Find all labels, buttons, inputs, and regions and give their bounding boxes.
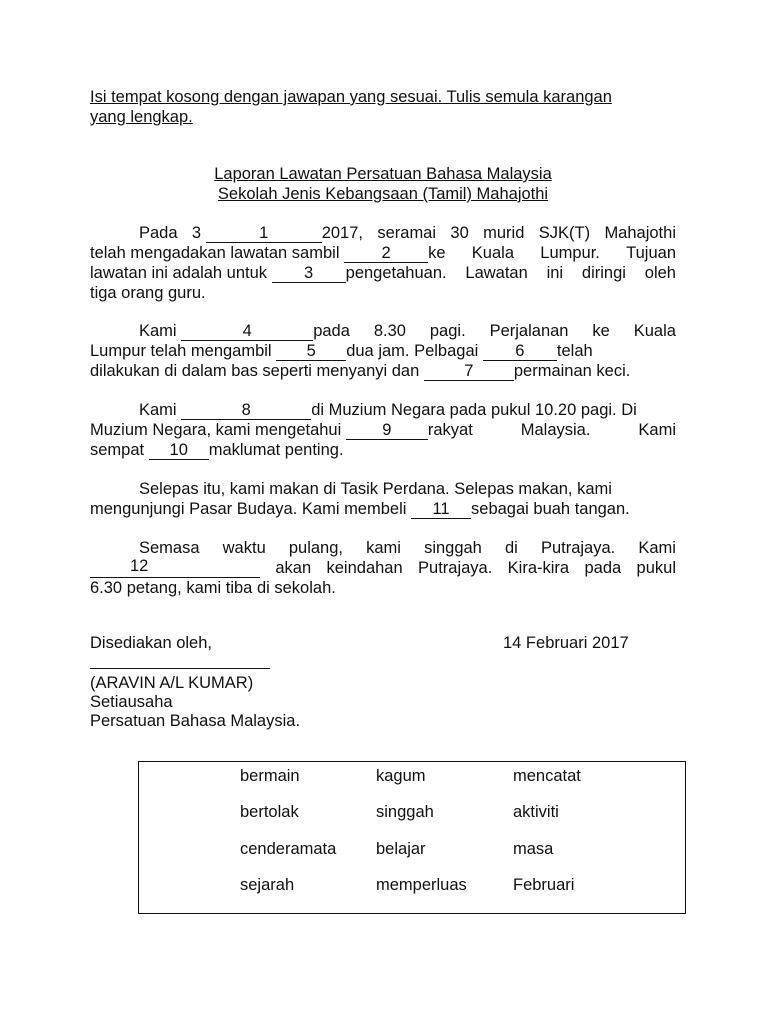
blank-10[interactable]: 10 <box>149 442 209 460</box>
blank-11[interactable]: 11 <box>411 501 471 519</box>
word-bank-item: mencatat <box>513 767 581 785</box>
blank-2[interactable]: 2 <box>344 245 428 263</box>
word-bank-item: Februari <box>513 876 575 894</box>
word-bank-item: memperluas <box>376 876 467 894</box>
blank-8[interactable]: 8 <box>181 402 311 420</box>
report-title-line-2 <box>90 184 676 204</box>
word-bank-item: kagum <box>376 767 426 785</box>
signatory-position: Setiausaha <box>90 693 173 711</box>
blank-6[interactable]: 6 <box>483 343 557 361</box>
report-school: Sekolah Jenis Kebangsaan (Tamil) Mahajothi <box>217 185 549 203</box>
signatory-organization: Persatuan Bahasa Malaysia. <box>90 712 301 730</box>
signature-line <box>90 668 270 669</box>
word-bank-item: bermain <box>240 767 300 785</box>
word-bank-item: bertolak <box>240 803 299 821</box>
word-bank-item: masa <box>513 840 554 858</box>
paragraph-5-line-2: 12 akan keindahan Putrajaya. Kira-kira pada pukul <box>90 558 676 578</box>
paragraph-3-line-2: Muzium Negara, kami mengetahui 9 rakyat Malaysia. Kami <box>90 421 676 439</box>
report-title: Laporan Lawatan Persatuan Bahasa Malaysia <box>214 165 552 183</box>
blank-1[interactable]: 1 <box>206 225 322 243</box>
paragraph-5-line-3: 6.30 petang, kami tiba di sekolah. <box>90 579 336 597</box>
blank-4[interactable]: 4 <box>181 323 313 341</box>
paragraph-4-line-2: mengunjungi Pasar Budaya. Kami membeli 11 sebagai buah tangan. <box>90 500 630 518</box>
paragraph-2-line-2: Lumpur telah mengambil 5 dua jam. Pelbagai 6 telah <box>90 342 593 360</box>
paragraph-1-line-1: Pada 3 1 2017, seramai 30 murid SJK(T) Mahajothi <box>139 224 676 242</box>
paragraph-5-line-1: Semasa waktu pulang, kami singgah di Putrajaya. Kami <box>139 539 676 557</box>
paragraph-1-line-4: tiga orang guru. <box>90 284 206 302</box>
blank-7[interactable]: 7 <box>424 363 514 381</box>
paragraph-1-line-2: telah mengadakan lawatan sambil 2 ke Kuala Lumpur. Tujuan <box>90 244 676 262</box>
blank-9[interactable]: 9 <box>346 422 428 440</box>
blank-12[interactable]: 12 <box>90 558 260 578</box>
paragraph-3-line-3: sempat 10 maklumat penting. <box>90 441 344 459</box>
word-bank-item: sejarah <box>240 876 295 894</box>
instruction-line-2: yang lengkap. <box>90 108 193 126</box>
prepared-by: Disediakan oleh, <box>90 634 212 652</box>
word-bank-item: singgah <box>376 803 434 821</box>
blank-3[interactable]: 3 <box>272 265 346 283</box>
instruction-line-1: Isi tempat kosong dengan jawapan yang sesuai. Tulis semula karangan <box>90 88 612 106</box>
signatory-name: (ARAVIN A/L KUMAR) <box>90 674 254 692</box>
paragraph-1-line-3: lawatan ini adalah untuk 3 pengetahuan. Lawatan ini diringi oleh <box>90 264 676 282</box>
word-bank-item: belajar <box>376 840 426 858</box>
word-bank-item: aktiviti <box>513 803 559 821</box>
paragraph-2-line-1: Kami 4 pada 8.30 pagi. Perjalanan ke Kuala <box>139 322 676 340</box>
paragraph-3-line-1: Kami 8 di Muzium Negara pada pukul 10.20 pagi. Di <box>139 401 637 419</box>
paragraph-4-line-1: Selepas itu, kami makan di Tasik Perdana. Selepas makan, kami <box>139 480 612 498</box>
report-date: 14 Februari 2017 <box>503 634 629 652</box>
word-bank-item: cenderamata <box>240 840 337 858</box>
blank-5[interactable]: 5 <box>276 343 346 361</box>
paragraph-2-line-3: dilakukan di dalam bas seperti menyanyi dan 7 permainan keci. <box>90 362 631 380</box>
report-title-line-1 <box>90 164 676 184</box>
